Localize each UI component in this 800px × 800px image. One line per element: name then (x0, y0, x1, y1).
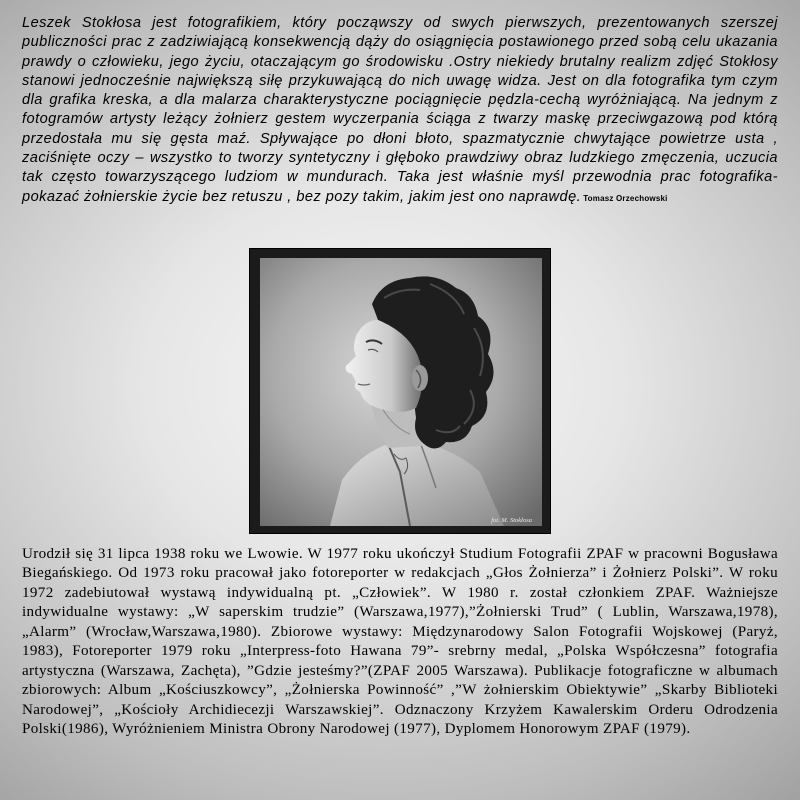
portrait-photo-frame (249, 248, 551, 534)
intro-author: Tomasz Orzechowski (583, 193, 668, 203)
intro-paragraph (22, 14, 778, 208)
intro-text: Leszek Stokłosa jest fotografikiem, który począwszy od swych pierwszych, prezentowanych szerszej publiczności prac z zadziwiającą konsekwencją dąży do osiągnięcia postawionego przed sobą celu ukazania prawdy o człowieku, jego życiu, otaczającym go środowisku .Ostry niekiedy brutalny realizm zdjęć Stokłosy stanowi jednocześnie największą siłę przykuwającą do nich uwagę widza. Jest on dla fotografika tym czym dla grafika kreska, a dla malarza charakterystyczne pociągnięcie pędzla-cechą wyróżniającą. Na jednym z fotogramów artysty leżący żołnierz gestem wyczerpania ściąga z twarzy maskę przeciwgazową pod którą przedostała mu się gęsta maź. Spływające po dłoni błoto, spazmatycznie chwytające powietrze usta , zaciśnięte oczy – wszystko to tworzy syntetyczny i głęboko prawdziwy obraz ludzkiego zmęczenia, uczucia tak często towarzyszącego ludziom w mundurach. Taka jest właśnie myśl przewodnia prac fotografika- pokazać żołnierskie życie bez retuszu , bez pozy takim, jakim jest ono naprawdę. (22, 15, 778, 205)
photo-credit: fot. M. Stokłosa (491, 517, 532, 524)
portrait-image (260, 258, 542, 526)
portrait-photo (260, 258, 542, 526)
bio-paragraph: Urodził się 31 lipca 1938 roku we Lwowie. W 1977 roku ukończył Studium Fotografii ZPAF w pracowni Bogusława Biegańskiego. Od 1973 roku pracował jako fotoreporter w redakcjach „Głos Żołnierza” i Żołnierz Polski”. W roku 1972 zadebiutował wystawą indywidualną pt. „Człowiek”. W 1980 r. został członkiem ZPAF. Ważniejsze indywidualne wystawy: „W saperskim trudzie” (Warszawa,1977),”Żołnierski Trud” ( Lublin, Warszawa,1978), „Alarm” (Wrocław,Warszawa,1980). Zbiorowe wystawy: Międzynarodowy Salon Fotografii Wojskowej (Paryż, 1983), Fotoreporter 1979 roku „Interpress-foto Hawana 79”- srebrny medal, „Polska Współczesna” fotografia artystyczna (Warszawa, Zachęta), ”Gdzie jesteśmy?”(ZPAF 2005 Warszawa). Publikacje fotograficzne w albumach zbiorowych: Album „Kościuszkowcy”, „Żołnierska Powinność” ,”W żołnierskim Obiektywie” „Skarby Biblioteki Narodowej”, „Kościoły Archidiecezji Warszawskiej”. Odznaczony Krzyżem Kawalerskim Orderu Odrodzenia Polski(1986), Wyróżnieniem Ministra Obrony Narodowej (1977), Dyplomem Honorowym ZPAF (1979). (22, 546, 778, 738)
